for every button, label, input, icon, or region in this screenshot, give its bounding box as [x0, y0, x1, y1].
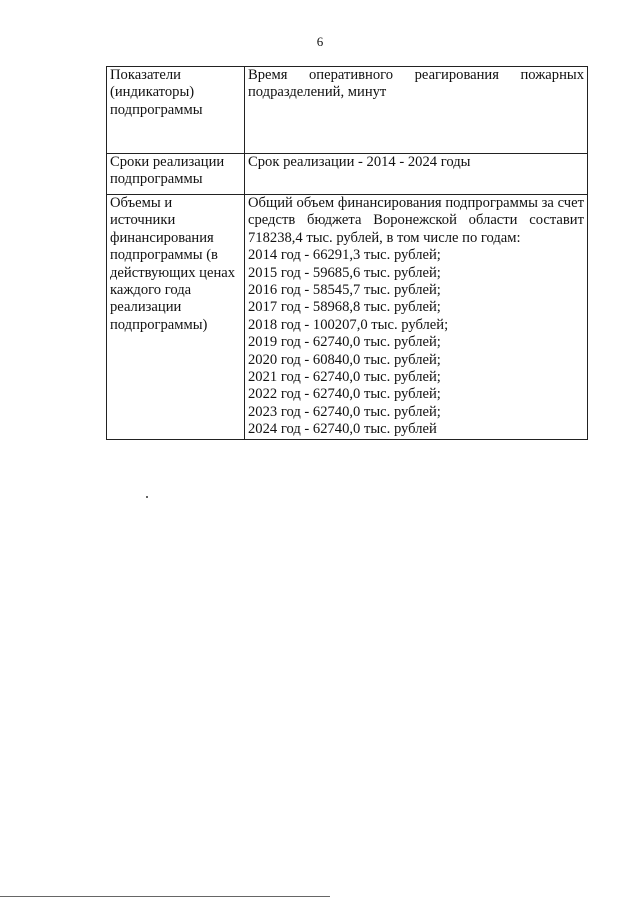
page-bottom-rule — [0, 896, 330, 897]
financing-year-line: 2023 год - 62740,0 тыс. рублей; — [248, 403, 441, 420]
table-row — [107, 195, 588, 440]
financing-intro: Общий объем финансирования подпрограммы за счет средств бюджета Воронежской области составит 718238,4 тыс. рублей, в том числе по годам: — [248, 195, 584, 246]
table-row — [107, 154, 588, 195]
financing-year-line: 2014 год - 66291,3 тыс. рублей; — [248, 247, 441, 264]
row-label-terms: Сроки реализации подпрограммы — [107, 154, 245, 195]
financing-year-line: 2017 год - 58968,8 тыс. рублей; — [248, 299, 441, 316]
row-label-financing: Объемы и источники финансирования подпрограммы (в действующих ценах каждого года реализации подпрограммы) — [107, 195, 245, 440]
financing-year-line: 2022 год - 62740,0 тыс. рублей; — [248, 386, 441, 403]
row-value-financing — [245, 195, 588, 440]
financing-year-line: 2018 год - 100207,0 тыс. рублей; — [248, 316, 449, 333]
row-value-terms: Срок реализации - 2014 - 2024 годы — [245, 154, 588, 195]
financing-year-line: 2024 год - 62740,0 тыс. рублей — [248, 421, 437, 438]
subprogram-passport-table — [106, 66, 588, 440]
table-row — [107, 67, 588, 154]
financing-year-line: 2015 год - 59685,6 тыс. рублей; — [248, 264, 441, 281]
financing-year-line: 2020 год - 60840,0 тыс. рублей; — [248, 351, 441, 368]
row-label-indicators: Показатели (индикаторы) подпрограммы — [107, 67, 245, 154]
page-number: 6 — [316, 34, 324, 49]
scan-speck — [146, 496, 148, 498]
financing-year-line: 2021 год - 62740,0 тыс. рублей; — [248, 369, 441, 386]
financing-year-line: 2019 год - 62740,0 тыс. рублей; — [248, 334, 441, 351]
row-value-indicators: Время оперативного реагирования пожарных подразделений, минут — [245, 67, 588, 154]
financing-year-line: 2016 год - 58545,7 тыс. рублей; — [248, 282, 441, 299]
